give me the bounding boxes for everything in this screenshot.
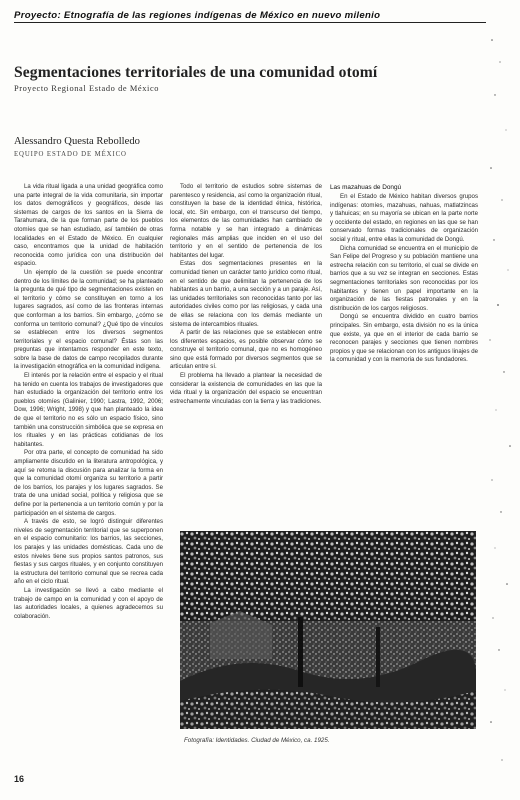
photograph-image [180,531,476,729]
paragraph: La vida ritual ligada a una unidad geográfica como una parte integral de la vida comunitaria, sin importar los datos demográficos y geográficos, desde las sistemas de cargos de los santos en la Sierra de Tarahumara, de la que forman parte de los pueblos otomíes que se han estudiado, así también de otras localidades en el Estado de México. En cualquier caso, encontramos que la unidad de habitación reconocida como jurídica con una distribución del espacio. [14,183,163,268]
paragraph: Un ejemplo de la cuestión se puede encontrar dentro de los límites de la comunidad; se ha planteado la pregunta de qué tipo de segmentaciones existen en el territorio y cómo se constituyen en torno a los lugares sagrados, así como de las fronteras internas que conforman a los barrios. Sin embargo, ¿cómo se conforma un territorio comunal? ¿Qué tipo de vínculos se establecen entre los diversos segmentos territoriales y el espacio comunal? Éstas son las preguntas que intentamos responder en este texto, sobre la base de datos de campo recopilados durante la investigación etnográfica en la comunidad indígena. [14,268,163,371]
paragraph: Estas dos segmentaciones presentes en la comunidad tienen un carácter tanto jurídico como ritual, en el sentido de que delimitan la pertenencia de los habitantes a un barrio, a una sección y a un paraje. Así, las unidades territoriales son reconocidas tanto por las autoridades civiles como por las religiosas, y cada una de ellas se relaciona con los demás mediante un sistema de intercambios rituales. [170,260,322,328]
figure-caption: Fotografía: Identidades. Ciudad de México, ca. 1925. [184,737,330,744]
page-number: 16 [14,774,25,784]
project-header: Proyecto: Etnografía de las regiones indígenas de México en nuevo milenio [14,10,381,21]
paragraph: A partir de las relaciones que se establecen entre los diferentes espacios, es posible observar cómo se construye el territorio comunal, que no es homogéneo sino que está formado por diversos segmentos que se articulan entre sí. [170,329,322,371]
scan-margin-noise [486,0,520,800]
paragraph: El interés por la relación entre el espacio y el ritual ha tenido en cuenta los trabajos de investigadores que han estudiado la organización del territorio entre los pueblos otomíes (Galinier, 1990; Lastra, 1992, 2006; Dow, 1996; Wright, 1998) y que han planteado la idea de que el territorio no es sólo un espacio físico, sino también una construcción simbólica que se expresa en los rituales y en las prácticas cotidianas de los habitantes. [14,372,163,448]
article-subtitle: Proyecto Regional Estado de México [14,84,160,93]
paragraph: En el Estado de México habitan diversos grupos indígenas: otomíes, mazahuas, nahuas, matlatzincas y tlahuicas; en su mayoría se ubican en la parte norte y occidente del estado, en regiones en las que se han conservado formas tradicionales de organización social y ritual, entre ellas la comunidad de Dongú. [330,193,478,243]
body-column-2 [170,183,322,523]
author-affiliation: EQUIPO ESTADO DE MÉXICO [14,151,127,158]
section-heading: Las mazahuas de Dongú [330,184,402,191]
author-name: Alessandro Questa Rebolledo [14,136,140,147]
paragraph: El problema ha llevado a plantear la necesidad de considerar la existencia de comunidades en las que la vida ritual y la organización del espacio se encuentran estrechamente vinculadas con la tierra y las tradiciones. [170,372,322,405]
article-title: Segmentaciones territoriales de una comunidad otomí [14,64,378,81]
body-column-1 [14,183,163,753]
paragraph: A través de esto, se logró distinguir diferentes niveles de segmentación territorial que se superponen en el espacio comunitario: los barrios, las secciones, los parajes y las unidades domésticas. Cada uno de estos niveles tiene sus propios santos patronos, sus fiestas y sus cargos rituales, y en conjunto constituyen la estructura del territorio comunal que se recrea cada año en el ciclo ritual. [14,518,163,586]
archival-photograph [180,531,476,729]
paragraph: Todo el territorio de estudios sobre sistemas de parentesco y residencia, así como la organización ritual, constituyen la base de la identidad étnica, histórica, local, etc. Sin embargo, con el transcurso del tiempo, los elementos de las comunidades han cambiado de forma notable y se han integrado a dinámicas regionales más amplias que inciden en el uso del territorio y en el sentido de pertenencia de los habitantes del lugar. [170,183,322,259]
body-column-3 [330,183,478,505]
paragraph: Dicha comunidad se encuentra en el municipio de San Felipe del Progreso y su población mantiene una estrecha relación con su territorio, el cual se divide en barrios que a su vez se integran en secciones. Estas segmentaciones territoriales son reconocidas por los habitantes y tienen un papel importante en la organización de las fiestas patronales y en la distribución de los cargos religiosos. [330,244,478,312]
paragraph: La investigación se llevó a cabo mediante el trabajo de campo en la comunidad y con el apoyo de las autoridades locales, a quienes agradecemos su colaboración. [14,586,163,620]
paragraph: Dongú se encuentra dividido en cuatro barrios principales. Sin embargo, esta división no es la única que existe, ya que en el interior de cada barrio se reconocen parajes y secciones que tienen nombres propios y que se relacionan con los antiguos linajes de la comunidad y con la memoria de sus fundadores. [330,313,478,364]
header-rule [14,22,486,23]
paragraph: Por otra parte, el concepto de comunidad ha sido ampliamente discutido en la literatura antropológica, y aquí se retoma la discusión para analizar la forma en que la comunidad otomí organiza su territorio a partir de los barrios, los parajes y los lugares sagrados. Se trata de una unidad social, política y religiosa que se define por la pertenencia a un territorio común y por la participación en el sistema de cargos. [14,449,163,517]
